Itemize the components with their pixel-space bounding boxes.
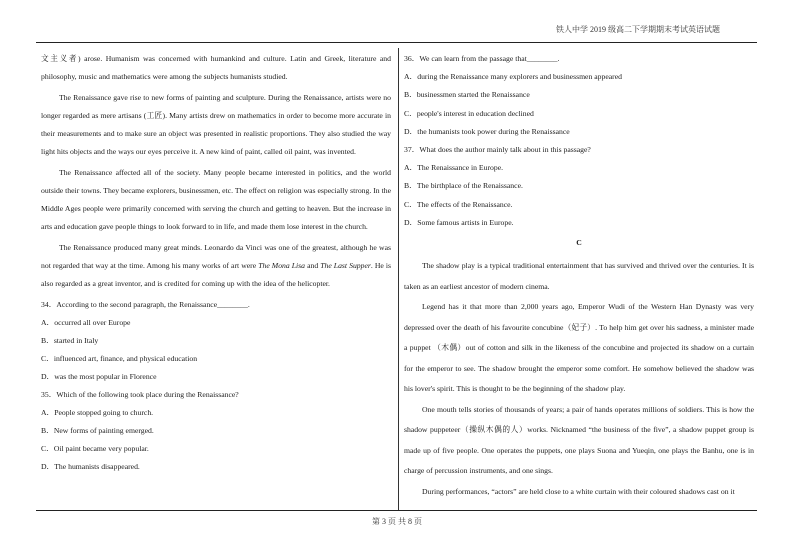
- artwork-title-mona-lisa: The Mona Lisa: [258, 261, 306, 270]
- page-header: 铁人中学 2019 级高二下学期期末考试英语试题: [556, 25, 720, 34]
- left-column: [41, 50, 391, 476]
- passage-b-para-1: The Renaissance gave rise to new forms of painting and sculpture. During the Renaissance, artists were no longer regarded as mere artisans (工匠). Many artists drew on mathematics in order to become more accurate in their measurements and to make sure an object was presented in realistic proportions. They also studied the way light hits objects and the ways our eyes perceive it. A new kind of paint, called oil paint, was invented.: [41, 93, 391, 156]
- q35-option-d: D．The humanists disappeared.: [41, 462, 140, 471]
- q34-option-a: A．occurred all over Europe: [41, 318, 131, 327]
- passage-b-para-2: The Renaissance affected all of the society. Many people became interested in politics, and the world outside their towns. They became explorers, businessmen, etc. The effect on religion was especially strong. In the Middle Ages people were primarily concerned with serving the church and getting to heaven. But the increase in arts and education gave people things to look forward to in life, and made them lose interest in the church.: [41, 168, 391, 231]
- q34-option-d: D．was the most popular in Florence: [41, 372, 157, 381]
- question-37: 37．What does the author mainly talk about in this passage?: [404, 145, 591, 155]
- passage-b-para-3: [41, 239, 391, 293]
- para-3-and: and: [305, 261, 321, 270]
- section-c-heading: C: [576, 238, 582, 248]
- para-3-text-b: . He is also regarded as a great inventor, and is credited for coming up with the idea of the helicopter.: [41, 261, 391, 288]
- page-footer: 第 3 页 共 8 页: [372, 517, 422, 526]
- q36-option-c: C．people's interest in education declined: [404, 108, 534, 118]
- passage-c-para-1: The shadow play is a typical traditional entertainment that has survived and thrived over the centuries. It is taken as an earliest ancestor of modern cinema.: [404, 261, 754, 291]
- header-rule: [36, 42, 757, 43]
- q35-option-b: B．New forms of painting emerged.: [41, 426, 154, 435]
- passage-c-para-4: During performances, “actors” are held close to a white curtain with their coloured shadows cast on it: [422, 486, 735, 496]
- question-35: 35．Which of the following took place during the Renaissance?: [41, 390, 239, 399]
- q35-option-c: C．Oil paint became very popular.: [41, 444, 149, 453]
- q36-option-b: B．businessmen started the Renaissance: [404, 90, 530, 100]
- passage-c-para-3: One mouth tells stories of thousands of years; a pair of hands operates millions of soldiers. This is how the shadow puppeteer（操纵木偶的人）works. Nicknamed “the business of the five”, a shadow puppet group is made up of five people. One operates the puppets, one plays Suona and Yueqin, one plays the Banhu, one is in charge of percussion instruments, and one sings.: [404, 404, 754, 476]
- q37-option-d: D．Some famous artists in Europe.: [404, 217, 514, 227]
- q36-option-a: A．during the Renaissance many explorers and businessmen appeared: [404, 72, 622, 82]
- q37-option-a: A．The Renaissance in Europe.: [404, 163, 504, 173]
- artwork-title-last-supper: The Last Supper: [320, 261, 371, 270]
- q37-option-c: C．The effects of the Renaissance.: [404, 199, 513, 209]
- column-divider: [398, 48, 399, 511]
- question-34: 34．According to the second paragraph, the Renaissance________.: [41, 300, 250, 309]
- q36-option-d: D．the humanists took power during the Renaissance: [404, 126, 570, 136]
- passage-c-para-2: Legend has it that more than 2,000 years ago, Emperor Wudi of the Western Han Dynasty was very depressed over the death of his favourite concubine（妃子）. To help him get over his sadness, a minister made a puppet （木偶）out of cotton and silk in the likeness of the concubine and projected its shadow on a curtain for the emperor to see. The shadow brought the emperor some comfort. He somehow believed the shadow was his lover's spirit. This is thought to be the beginning of the shadow play.: [404, 302, 754, 394]
- right-column: [404, 50, 754, 502]
- q34-option-b: B．started in Italy: [41, 336, 99, 345]
- q37-option-b: B．The birthplace of the Renaissance.: [404, 181, 523, 191]
- footer-rule: [36, 510, 757, 511]
- question-36: 36．We can learn from the passage that________.: [404, 54, 560, 63]
- q35-option-a: A．People stopped going to church.: [41, 408, 154, 417]
- passage-b-para-0: 文主义者) arose. Humanism was concerned with humankind and culture. Latin and Greek, literature and philosophy, music and mathematics were among the subjects humanists studied.: [41, 54, 391, 81]
- q34-option-c: C．influenced art, finance, and physical education: [41, 354, 198, 363]
- para-3-text-a: The Renaissance produced many great minds. Leonardo da Vinci was one of the greatest, although he was not regarded that way at the time. Among his many works of art were: [41, 243, 391, 270]
